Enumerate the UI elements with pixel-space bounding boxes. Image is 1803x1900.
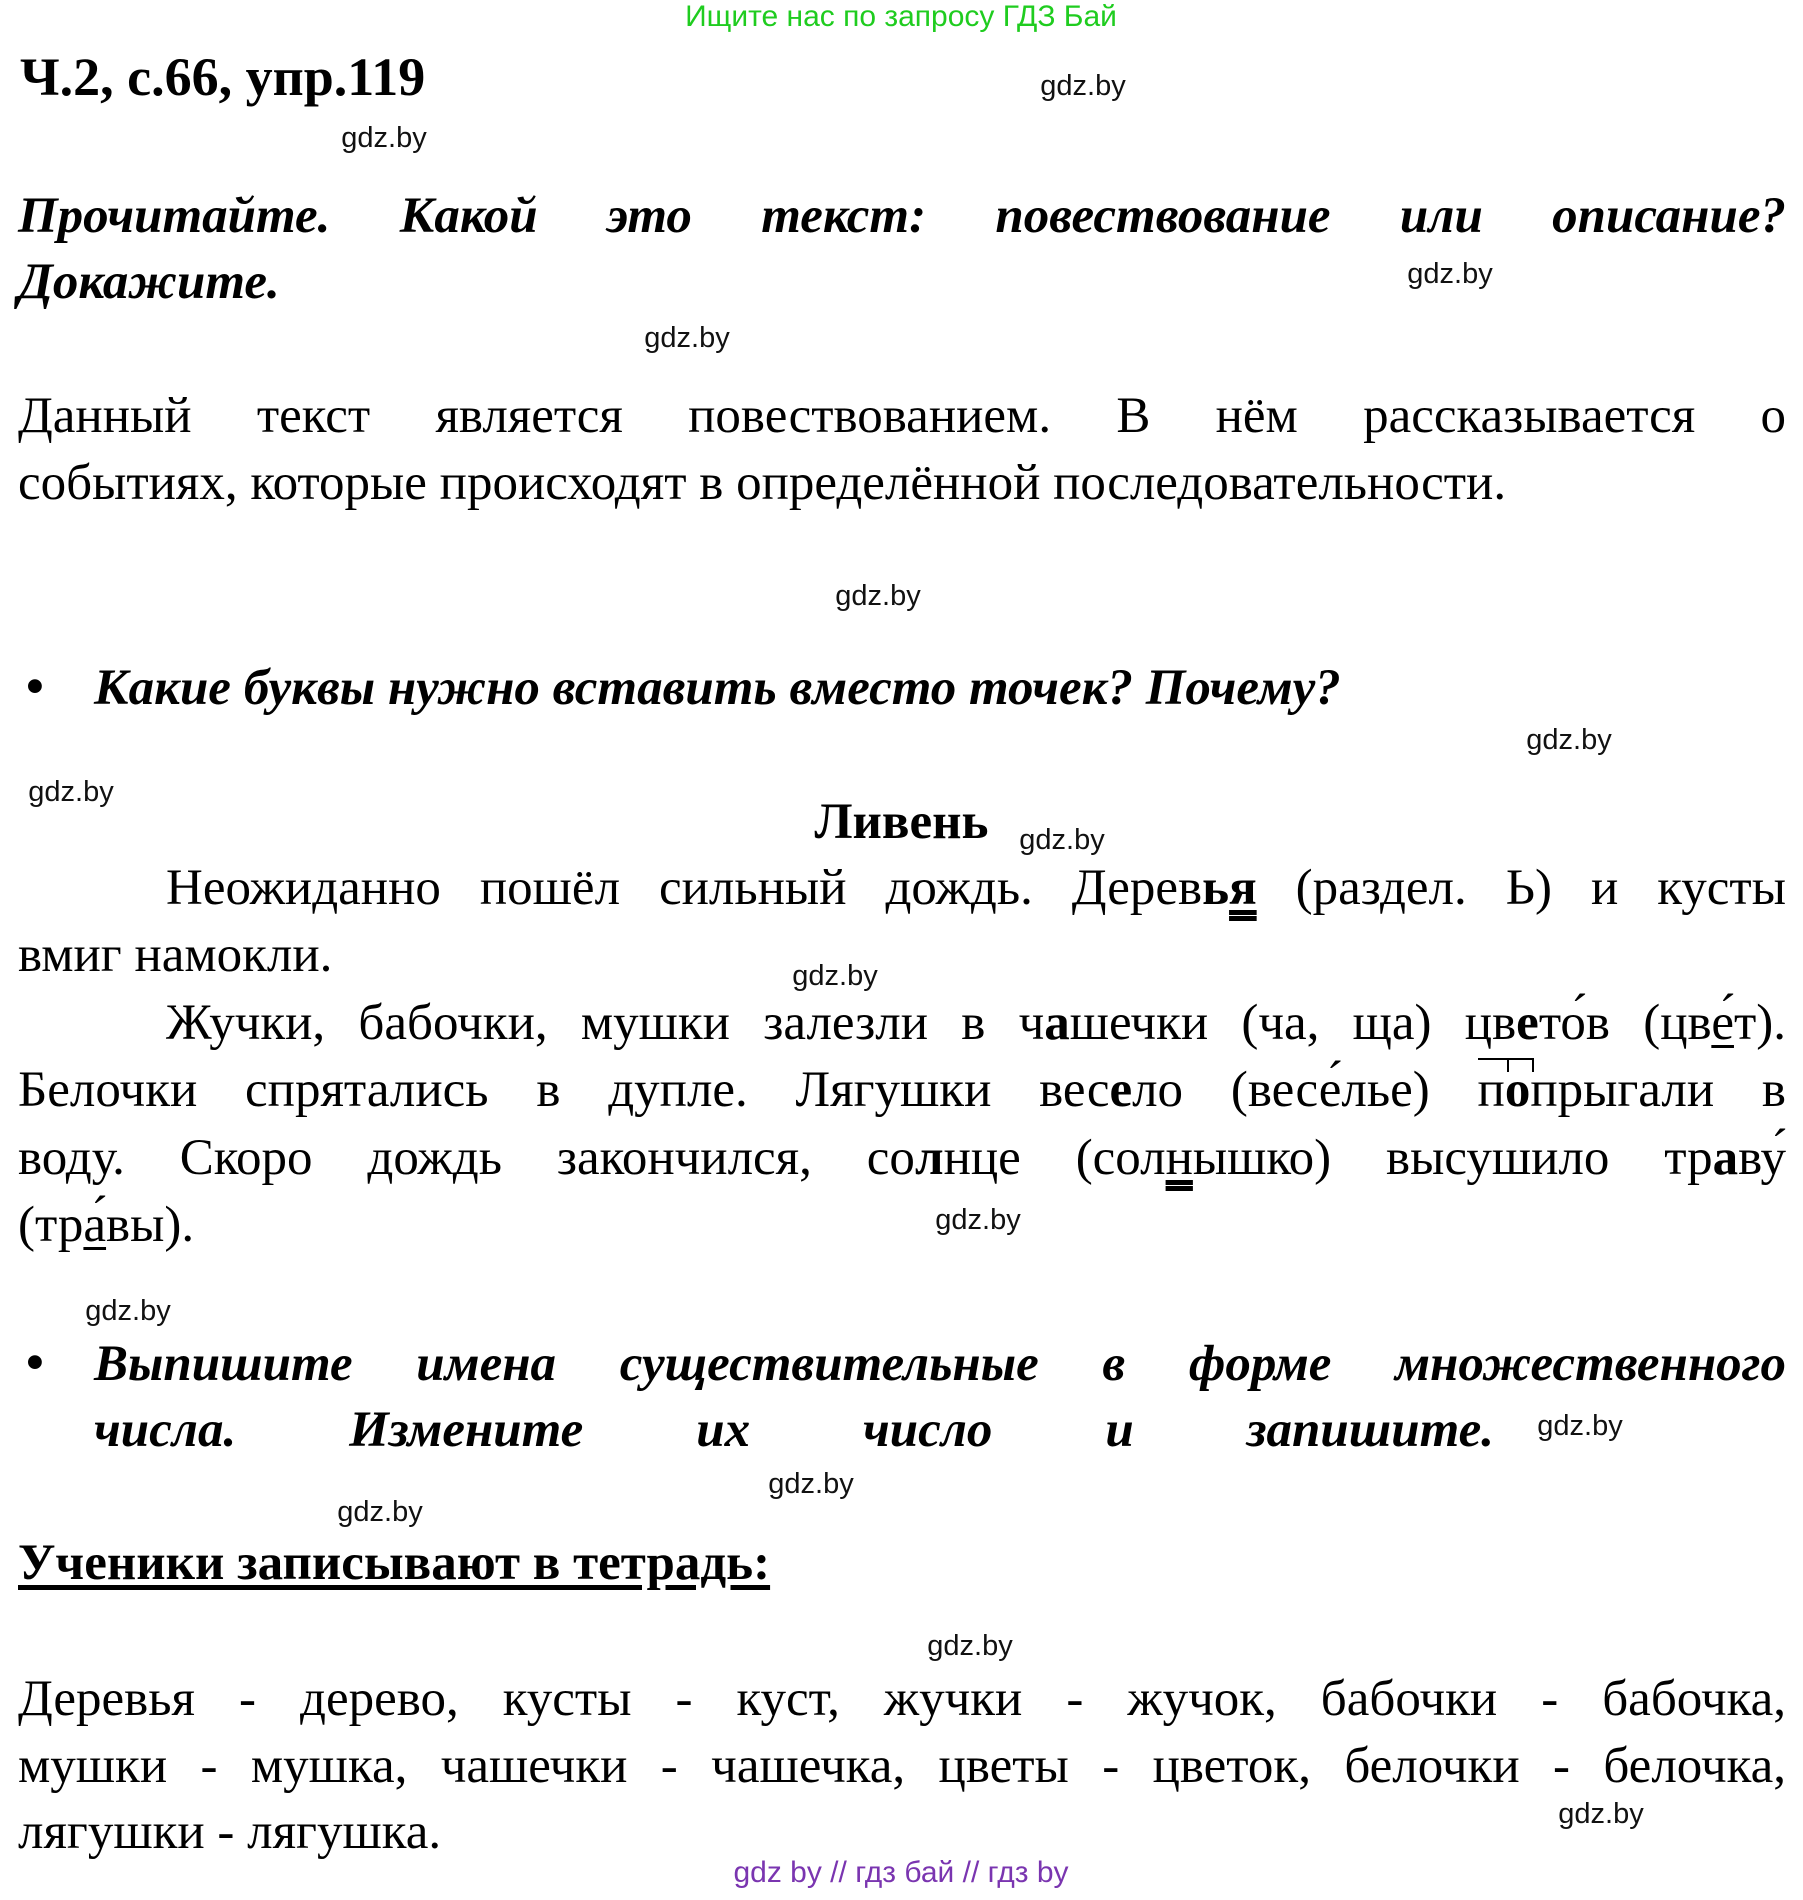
text-segment: (тр — [18, 1197, 84, 1253]
bullet: • — [26, 1335, 44, 1391]
watermark: gdz.by — [927, 1630, 1013, 1662]
text-segment: п — [1477, 1062, 1505, 1118]
footer-links[interactable]: gdz by // гдз бай // гдз by — [733, 1856, 1069, 1889]
text-segment: вмиг намокли. — [18, 927, 333, 983]
text-segment: Жучки, бабочки, мушки залезли в ч — [166, 995, 1045, 1051]
text-segment: (раздел. Ь) и кусты — [1256, 860, 1786, 916]
answer-2-line-1: Деревья - дерево, кусты - куст, жучки - жучок, бабочки - бабочка, — [18, 1671, 1786, 1727]
watermark: gdz.by — [644, 322, 730, 354]
bold-letter: а — [1044, 995, 1070, 1051]
text-segment: ву́ — [1738, 1130, 1786, 1186]
answer-1-line-2: событиях, которые происходят в определённой последовательности. — [18, 455, 1507, 511]
story-line — [18, 1195, 1786, 1255]
story-line — [18, 925, 1786, 985]
story-line — [18, 1060, 1786, 1120]
text-segment: Неожиданно пошёл сильный дождь. Дерев — [166, 860, 1203, 916]
story-line — [166, 993, 1786, 1053]
text-segment: шечки (ча, ща) цв — [1069, 995, 1517, 1051]
text-segment: ышко) высушило тр — [1192, 1130, 1713, 1186]
task-1-line-2: Докажите. — [18, 254, 280, 310]
watermark: gdz.by — [341, 122, 427, 154]
story-title: Ливень — [814, 794, 989, 850]
text-segment: прыгали в — [1530, 1062, 1786, 1118]
notebook-heading: Ученики записывают в тетрадь: — [18, 1535, 771, 1591]
text-segment: нце (сол — [943, 1130, 1166, 1186]
text-segment: Белочки спрятались в дупле. Лягушки вес — [18, 1062, 1110, 1118]
watermark: gdz.by — [337, 1496, 423, 1528]
bold-letter: е — [1109, 1062, 1133, 1118]
bold-letter: о — [1504, 1062, 1531, 1118]
watermark: gdz.by — [1407, 258, 1493, 290]
bold-letter: л — [914, 1130, 944, 1186]
watermark: gdz.by — [835, 580, 921, 612]
answer-2-line-2: мушки - мушка, чашечки - чашечка, цветы - цветок, белочки - белочка, — [18, 1738, 1786, 1794]
text-segment: т). — [1733, 995, 1786, 1051]
task-2: Какие буквы нужно вставить вместо точек? Почему? — [94, 660, 1341, 716]
watermark: gdz.by — [768, 1468, 854, 1500]
watermark: gdz.by — [1040, 70, 1126, 102]
page-title: Ч.2, с.66, упр.119 — [20, 47, 426, 107]
watermark: gdz.by — [792, 960, 878, 992]
answer-2-line-3: лягушки - лягушка. — [18, 1804, 442, 1860]
watermark: gdz.by — [1019, 824, 1105, 856]
text-segment: вы). — [106, 1197, 195, 1253]
story-line — [166, 858, 1786, 918]
underlined-letter: е́ — [1711, 995, 1734, 1051]
text-segment: ло (весе́лье) — [1132, 1062, 1478, 1118]
watermark: gdz.by — [85, 1295, 171, 1327]
text-segment: то́в (цв — [1538, 995, 1712, 1051]
underlined-letter: н — [1165, 1130, 1193, 1186]
watermark: gdz.by — [1537, 1410, 1623, 1442]
task-3-line-1: Выпишите имена существительные в форме множественного — [94, 1336, 1786, 1392]
story-line — [18, 1128, 1786, 1188]
answer-1-line-1: Данный текст является повествованием. В нём рассказывается о — [18, 388, 1786, 444]
task-1-line-1: Прочитайте. Какой это текст: повествование или описание? — [18, 188, 1786, 244]
watermark: gdz.by — [935, 1204, 1021, 1236]
promo-banner[interactable]: Ищите нас по запросу ГДЗ Бай — [685, 0, 1117, 33]
watermark: gdz.by — [1526, 724, 1612, 756]
bullet: • — [26, 659, 44, 715]
bold-letter: е — [1516, 995, 1539, 1051]
watermark: gdz.by — [1558, 1798, 1644, 1830]
bold-letter: ь — [1202, 860, 1230, 916]
watermark: gdz.by — [28, 776, 114, 808]
text-segment: воду. Скоро дождь закончился, со — [18, 1130, 915, 1186]
underlined-letter: я — [1229, 860, 1257, 916]
underlined-letter: а́ — [83, 1197, 107, 1253]
task-3-line-2: числа. Измените их число и запишите. — [94, 1402, 1494, 1458]
bold-letter: а — [1712, 1130, 1739, 1186]
